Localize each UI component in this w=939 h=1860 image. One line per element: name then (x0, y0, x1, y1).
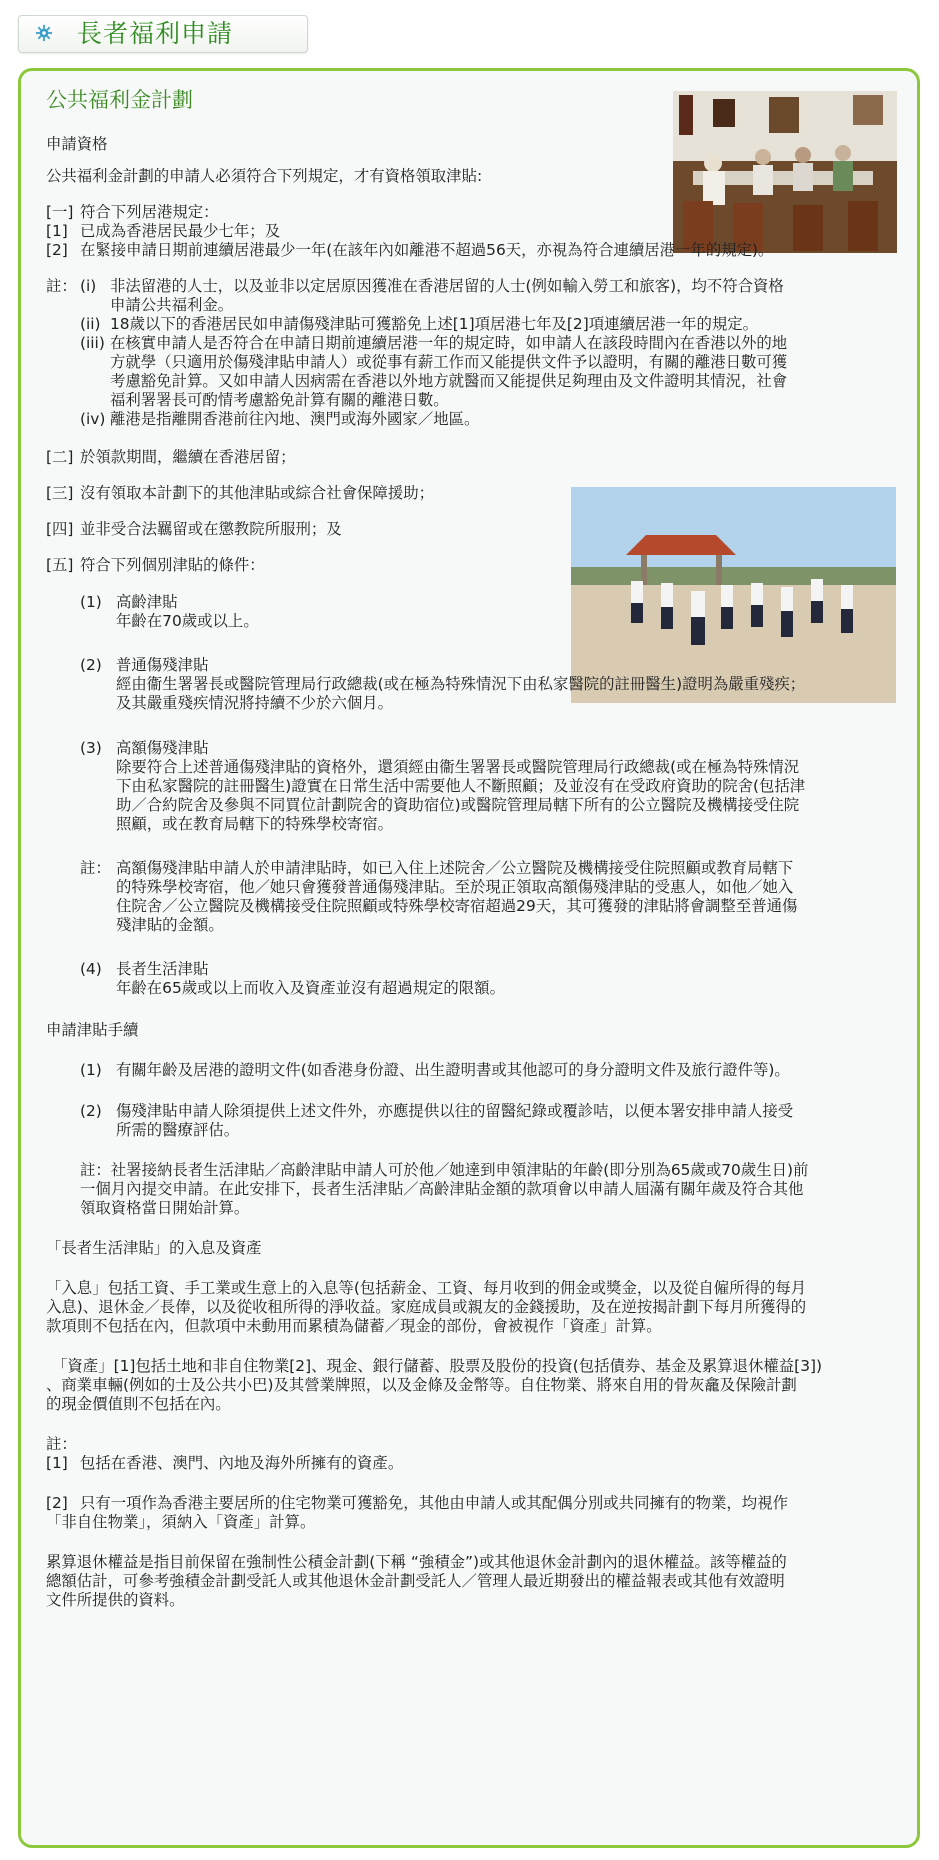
procedures-note-line: 領取資格當日開始計算。 (80, 1199, 250, 1217)
mpf-line: 總額估計，可參考強積金計劃受託人或其他退休金計劃受託人／管理人最近期發出的權益報表或其他有效證明 (46, 1572, 785, 1590)
disability-note-label: 註： (80, 859, 111, 877)
allowance-line: 經由衞生署署長或醫院管理局行政總裁(或在極為特殊情況下由私家醫院的註冊醫生)證明為嚴重殘疾； (116, 675, 806, 693)
allowance-line: 年齡在70歲或以上。 (116, 612, 259, 630)
eligibility-intro: 公共福利金計劃的申請人必須符合下列規定，才有資格領取津貼: (46, 167, 483, 185)
allowance-line: 助／合約院舍及參與不同買位計劃院舍的資助宿位)或醫院管理局轄下所有的公立醫院及機構接受住院 (116, 796, 800, 814)
req1-item-text: 已成為香港居民最少七年；及 (80, 222, 281, 240)
photo-tai-chi (571, 487, 896, 703)
page-title: 公共福利金計劃 (46, 88, 193, 112)
gear-icon (35, 24, 53, 42)
allowance-line: 年齡在65歲或以上而收入及資產並沒有超過規定的限額。 (116, 979, 505, 997)
allowance-marker: (3) (80, 739, 102, 757)
mpf-line: 累算退休權益是指目前保留在強制性公積金計劃(下稱 “強積金”)或其他退休金計劃內的退休權益。該等權益的 (46, 1553, 787, 1571)
allowance-line: 除要符合上述普通傷殘津貼的資格外，還須經由衞生署署長或醫院管理局行政總裁(或在極為特殊情況 (116, 758, 800, 776)
income-line: 「入息」包括工資、手工業或生意上的入息等(包括薪金、工資、每月收到的佣金或獎金，以及從自僱所得的每月 (46, 1279, 807, 1297)
req1-item-marker: [1] (46, 222, 68, 240)
note-line: 考慮豁免計算。又如申請人因病需在香港以外地方就醫而又能提供足夠理由及文件證明其情況，社會 (110, 372, 788, 390)
req4-text: 並非受合法羈留或在懲教院所服刑；及 (80, 520, 342, 538)
mpf-line: 文件所提供的資料。 (46, 1591, 185, 1609)
req1-note-label: 註： (46, 277, 77, 295)
income-assets-heading: 「長者生活津貼」的入息及資產 (46, 1239, 262, 1257)
procedures-note-line: 註：社署接納長者生活津貼／高齡津貼申請人可於他／她達到申領津貼的年齡(即分別為65歲或70歲生日)前 (80, 1161, 809, 1179)
req1-text: 符合下列居港規定： (80, 203, 219, 221)
assets-note-line: 包括在香港、澳門、內地及海外所擁有的資產。 (80, 1454, 404, 1472)
req2-text: 於領款期間，繼續在香港居留； (80, 448, 296, 466)
note-line: 18歲以下的香港居民如申請傷殘津貼可獲豁免上述[1]項居港七年及[2]項連續居港一年的規定。 (110, 315, 759, 333)
note-marker: (ii) (80, 315, 101, 333)
page-header (18, 15, 308, 53)
assets-note-marker: [1] (46, 1454, 68, 1472)
allowance-line: 下由私家醫院的註冊醫生)證實在日常生活中需要他人不斷照顧；及並沒有在受政府資助的院舍(包括津 (116, 777, 806, 795)
procedure-line: 有關年齡及居港的證明文件(如香港身份證、出生證明書或其他認可的身分證明文件及旅行證件等)。 (116, 1061, 790, 1079)
req1-marker: [一] (46, 203, 74, 221)
allowance-name: 高額傷殘津貼 (116, 739, 209, 757)
income-line: 入息)、退休金／長俸，以及從收租所得的淨收益。家庭成員或親友的金錢援助，及在逆按揭計劃下每月所獲得的 (46, 1298, 807, 1316)
header-title: 長者福利申請 (77, 19, 234, 48)
note-line: 方就學（只適用於傷殘津貼申請人）或從事有薪工作而又能提供文件予以證明，有關的離港日數可獲 (110, 353, 788, 371)
procedures-note-line: 一個月內提交申請。在此安排下，長者生活津貼／高齡津貼金額的款項會以申請人屆滿有關年歲及符合其他 (80, 1180, 804, 1198)
allowance-line: 照顧，或在教育局轄下的特殊學校寄宿。 (116, 815, 394, 833)
note-marker: (i) (80, 277, 97, 295)
procedures-heading: 申請津貼手續 (46, 1021, 139, 1039)
note-marker: (iv) (80, 410, 106, 428)
assets-note-line: 「非自住物業」，須納入「資產」計算。 (46, 1513, 316, 1531)
procedure-line: 傷殘津貼申請人除須提供上述文件外，亦應提供以往的留醫紀錄或覆診咭，以便本署安排申請人接受 (116, 1102, 794, 1120)
req2-marker: [二] (46, 448, 74, 466)
assets-note-label: 註： (46, 1435, 77, 1453)
disability-note-line: 住院舍／公立醫院及機構接受住院照顧或特殊學校寄宿超過29天，其可獲發的津貼將會調整至普通傷 (116, 897, 798, 915)
disability-note-line: 的特殊學校寄宿，他／她只會獲發普通傷殘津貼。至於現正領取高額傷殘津貼的受惠人，如他／她入 (116, 878, 794, 896)
req3-marker: [三] (46, 484, 74, 502)
asset-line: 的現金價值則不包括在內。 (46, 1395, 231, 1413)
content-panel (18, 68, 920, 1848)
disability-note-line: 高額傷殘津貼申請人於申請津貼時，如已入住上述院舍／公立醫院及機構接受住院照顧或教育局轄下 (116, 859, 794, 877)
req5-text: 符合下列個別津貼的條件： (80, 556, 265, 574)
note-line: 離港是指離開香港前往內地、澳門或海外國家／地區。 (110, 410, 480, 428)
assets-note-marker: [2] (46, 1494, 68, 1512)
procedure-marker: (1) (80, 1061, 102, 1079)
note-line: 在核實申請人是否符合在申請日期前連續居港一年的規定時，如申請人在該段時間內在香港以外的地 (110, 334, 788, 352)
note-line: 非法留港的人士，以及並非以定居原因獲准在香港居留的人士(例如輸入勞工和旅客)，均不符合資格 (110, 277, 784, 295)
allowance-name: 長者生活津貼 (116, 960, 209, 978)
allowance-marker: (1) (80, 593, 102, 611)
allowance-name: 普通傷殘津貼 (116, 656, 209, 674)
asset-line: 「資產」[1]包括土地和非自住物業[2]、現金、銀行儲蓄、股票及股份的投資(包括債券、基金及累算退休權益[3]) (52, 1357, 822, 1375)
note-marker: (iii) (80, 334, 105, 352)
allowance-line: 及其嚴重殘疾情況將持續不少於六個月。 (116, 694, 394, 712)
req5-marker: [五] (46, 556, 74, 574)
procedure-line: 所需的醫療評估。 (116, 1121, 240, 1139)
req1-item-marker: [2] (46, 241, 68, 259)
photo-elderly-dining (673, 91, 897, 253)
req4-marker: [四] (46, 520, 74, 538)
note-line: 申請公共福利金。 (110, 296, 234, 314)
req1-item-text: 在緊接申請日期前連續居港最少一年(在該年內如離港不超過56天，亦視為符合連續居港一年的規定)。 (80, 241, 774, 259)
procedure-marker: (2) (80, 1102, 102, 1120)
disability-note-line: 殘津貼的金額。 (116, 916, 224, 934)
asset-line: 、商業車輛(例如的士及公共小巴)及其營業牌照，以及金條及金幣等。自住物業、將來自用的骨灰龕及保險計劃 (46, 1376, 797, 1394)
allowance-marker: (2) (80, 656, 102, 674)
req3-text: 沒有領取本計劃下的其他津貼或綜合社會保障援助； (80, 484, 434, 502)
allowance-marker: (4) (80, 960, 102, 978)
income-line: 款項則不包括在內，但款項中未動用而累積為儲蓄／現金的部份，會被視作「資產」計算。 (46, 1317, 662, 1335)
eligibility-heading: 申請資格 (46, 135, 108, 153)
allowance-name: 高齡津貼 (116, 593, 178, 611)
note-line: 福利署署長可酌情考慮豁免計算有關的離港日數。 (110, 391, 449, 409)
assets-note-line: 只有一項作為香港主要居所的住宅物業可獲豁免，其他由申請人或其配偶分別或共同擁有的物業，均視作 (80, 1494, 788, 1512)
